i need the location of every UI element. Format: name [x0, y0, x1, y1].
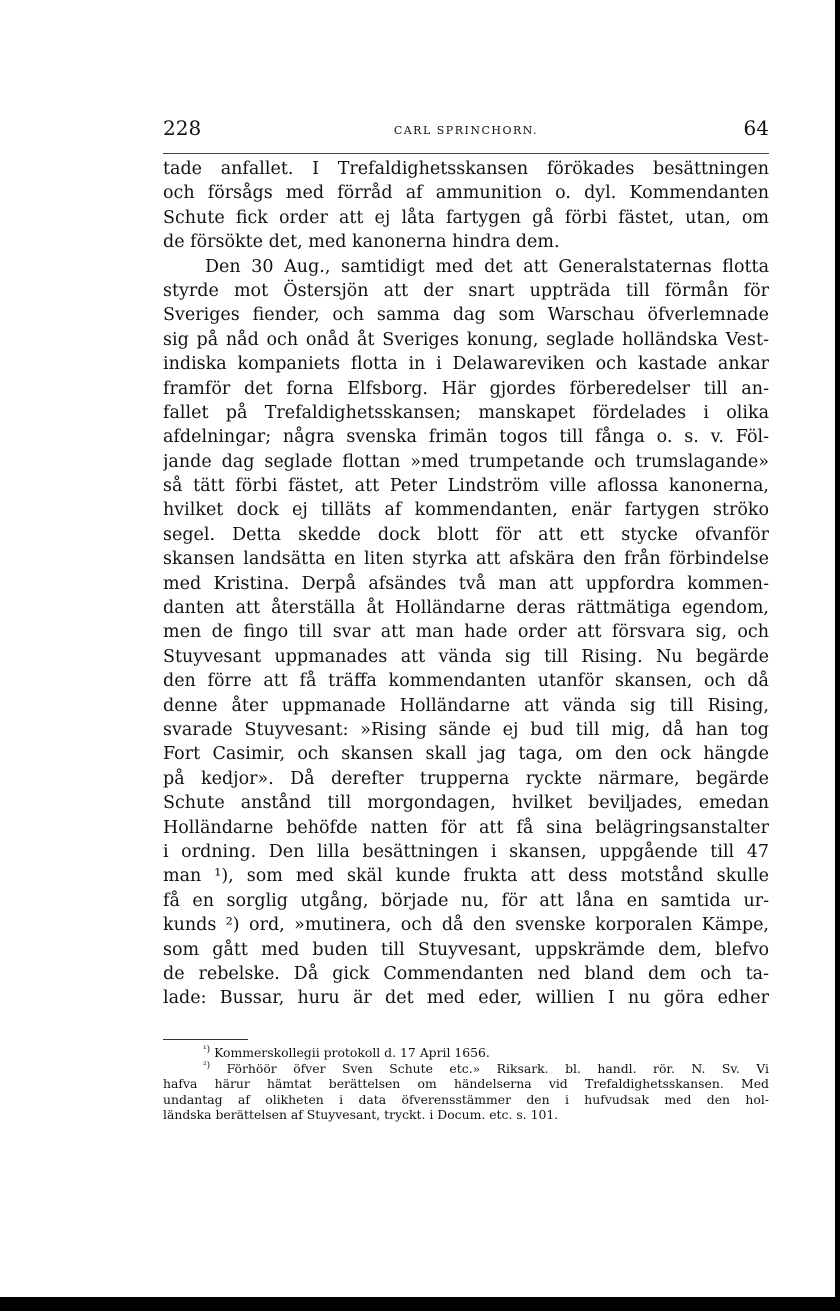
body-line: Schute anstånd till morgondagen, hvilket beviljades, emedan: [163, 793, 769, 814]
body-line: den förre att få träffa kommendanten utanför skansen, och då: [163, 671, 769, 692]
body-line: styrde mot Östersjön att der snart uppträda till förmån för: [163, 280, 769, 301]
body-line: denne åter uppmanade Holländarne att vända sig till Rising,: [163, 695, 769, 716]
header-rule: [163, 153, 769, 154]
body-line: och försågs med förråd af ammunition o. dyl. Kommendanten: [163, 183, 769, 204]
body-line: afdelningar; några svenska frimän togos till fånga o. s. v. Föl-: [163, 427, 769, 448]
footnotes: [163, 1045, 769, 1123]
footnote-1-text: Kommerskollegii protokoll d. 17 April 1656.: [214, 1045, 490, 1060]
footnote-2-mark: ²): [203, 1060, 211, 1071]
page-number-right: 64: [743, 116, 769, 140]
body-line: Fort Casimir, och skansen skall jag taga, om den ock hängde: [163, 744, 769, 765]
page-header: [163, 116, 769, 144]
scan-right-border: [835, 0, 840, 1311]
footnote-2-line: undantag af olikheten i data öfverensstämmer den i hufvudsak med den hol-: [163, 1091, 769, 1107]
body-line: i ordning. Den lilla besättningen i skansen, uppgående till 47: [163, 841, 769, 862]
body-line: Holländarne behöfde natten för att få sina belägringsanstalter: [163, 817, 769, 838]
body-line: indiska kompaniets flotta in i Delawareviken och kastade ankar: [163, 354, 769, 375]
body-line: få en sorglig utgång, började nu, för att låna en samtida ur-: [163, 890, 769, 911]
body-line: hvilket dock ej tilläts af kommendanten, enär fartygen ströko: [163, 500, 769, 521]
body-line: svarade Stuyvesant: »Rising sände ej bud till mig, då han tog: [163, 719, 769, 740]
body-line: jande dag seglade flottan »med trumpetande och trumslagande»: [163, 451, 769, 472]
body-line: framför det forna Elfsborg. Här gjordes förberedelser till an-: [163, 378, 769, 399]
body-line: Den 30 Aug., samtidigt med det att Generalstaternas flotta: [205, 256, 769, 277]
body-line: tade anfallet. I Trefaldighetsskansen förökades besättningen: [163, 159, 769, 179]
body-line: de rebelske. Då gick Commendanten ned bland dem och ta-: [163, 963, 769, 984]
footnote-1: [163, 1045, 769, 1061]
body-line: sig på nåd och onåd åt Sveriges konung, seglade holländska Vest-: [163, 329, 769, 350]
footnote-1-mark: ¹): [203, 1045, 211, 1055]
body-line: kunds ²) ord, »mutinera, och då den svenske korporalen Kämpe,: [163, 915, 769, 936]
footnote-2-line: hafva härur hämtat berättelsen om händelserna vid Trefaldighetsskansen. Med: [163, 1076, 769, 1091]
body-line: som gått med buden till Stuyvesant, uppskrämde dem, blefvo: [163, 939, 769, 960]
body-line: segel. Detta skedde dock blott för att ett stycke ofvanför: [163, 524, 769, 545]
footnote-rule: [163, 1039, 248, 1040]
body-line: skansen landsätta en liten styrka att afskära den från förbindelse: [163, 549, 769, 570]
body-line: men de fingo till svar att man hade order att försvara sig, och: [163, 622, 769, 643]
running-head: CARL SPRINCHORN.: [393, 124, 539, 137]
footnote-2-text: Förhöör öfver Sven Schute etc.» Riksark. bl. handl. rör. N. Sv. Vi: [226, 1060, 769, 1076]
body-line: med Kristina. Derpå afsändes två man att uppfordra kommen-: [163, 573, 769, 594]
body-line: man ¹), som med skäl kunde frukta att dess motstånd skulle: [163, 866, 769, 887]
body-line: danten att återställa åt Holländarne deras rättmätiga egendom,: [163, 598, 769, 619]
body-line: fallet på Trefaldighetsskansen; manskapet fördelades i olika: [163, 402, 769, 423]
body-line: de försökte det, med kanonerna hindra dem.: [163, 232, 560, 253]
footnote-2: [163, 1061, 769, 1077]
body-line: lade: Bussar, huru är det med eder, willien I nu göra edher: [163, 988, 769, 1009]
body-line: så tätt förbi fästet, att Peter Lindström ville aflossa kanonerna,: [163, 476, 769, 497]
body-text: [163, 157, 769, 1011]
body-line: Stuyvesant uppmanades att vända sig till Rising. Nu begärde: [163, 646, 769, 667]
page-number-left: 228: [163, 116, 202, 140]
body-line: på kedjor». Då derefter trupperna ryckte närmare, begärde: [163, 768, 769, 789]
scan-bottom-band: [0, 1297, 840, 1311]
body-line: Sveriges fiender, och samma dag som Warschau öfverlemnade: [163, 305, 769, 326]
footnote-2-line: ländska berättelsen af Stuyvesant, tryckt. i Docum. etc. s. 101.: [163, 1107, 559, 1122]
body-line: Schute fick order att ej låta fartygen gå förbi fästet, utan, om: [163, 207, 769, 228]
